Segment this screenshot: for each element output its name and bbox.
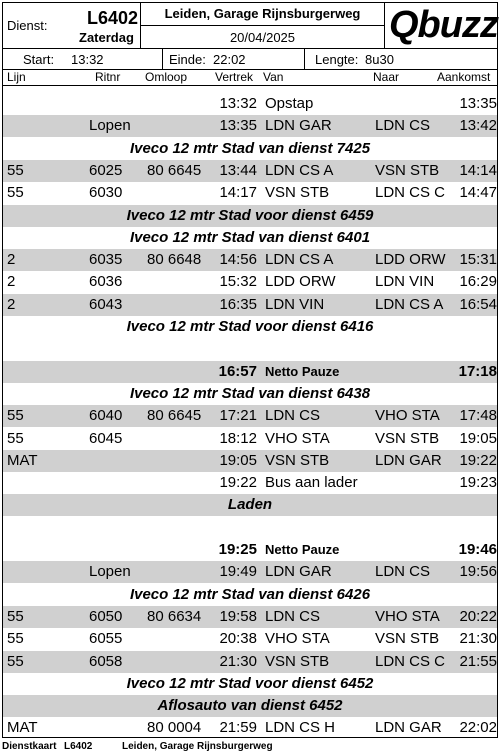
- trip-row: [3, 182, 497, 204]
- location-cell: [141, 3, 385, 26]
- section-header: Iveco 12 mtr Stad voor dienst 6452: [126, 674, 374, 692]
- cell-lijn: 55: [7, 184, 24, 202]
- cell-ritnr: 6058: [89, 652, 123, 670]
- pauze-van: Netto Pauze: [265, 363, 340, 379]
- cell-aankomst: 15:31: [459, 251, 497, 269]
- cell-van: LDD ORW: [265, 273, 336, 291]
- cell-aankomst: 14:14: [459, 161, 497, 179]
- pauze-vertrek: 16:57: [218, 362, 257, 380]
- cell-naar: LDN GAR: [375, 451, 442, 469]
- col-omloop: Omloop: [145, 70, 188, 84]
- cell-lijn: 55: [7, 407, 24, 425]
- trip-row: [3, 450, 497, 472]
- cell-omloop: 80 0004: [147, 719, 202, 737]
- cell-ritnr: 6025: [89, 161, 123, 179]
- section-header: Iveco 12 mtr Stad voor dienst 6459: [3, 205, 497, 227]
- lengte-value: 8u30: [365, 52, 394, 67]
- cell-naar: VHO STA: [375, 607, 440, 625]
- trip-row: [3, 628, 497, 650]
- cell-lijn: MAT: [7, 451, 38, 469]
- einde-label: Einde:: [169, 52, 206, 67]
- cell-van: LDN CS: [265, 607, 321, 625]
- cell-aankomst: 17:48: [459, 407, 497, 425]
- trip-row: [3, 561, 497, 583]
- cell-van: LDN CS H: [265, 719, 336, 737]
- cell-naar: LDN CS: [375, 563, 431, 581]
- trip-row: [3, 160, 497, 182]
- cell-ritnr: 6045: [89, 429, 123, 447]
- section-header: Iveco 12 mtr Stad van dienst 6401: [129, 228, 371, 246]
- cell-vertrek: 16:35: [219, 295, 257, 313]
- cell-vertrek: 15:32: [219, 273, 257, 291]
- lengte-cell: [305, 49, 497, 70]
- start-label: Start:: [23, 52, 55, 67]
- cell-naar: VSN STB: [375, 429, 440, 447]
- footer-code: L6402: [64, 741, 93, 752]
- duty-rows: [3, 93, 497, 737]
- cell-vertrek: 13:44: [219, 161, 257, 179]
- cell-van: LDN CS A: [265, 161, 334, 179]
- pauze-row: [3, 539, 497, 561]
- cell-ritnr: Lopen: [89, 563, 131, 581]
- pauze-aankomst: 17:18: [458, 362, 497, 380]
- trip-row: [3, 405, 497, 427]
- cell-lijn: 55: [7, 161, 24, 179]
- dienst-code: L6402: [87, 8, 139, 28]
- cell-aankomst: 21:30: [459, 630, 497, 648]
- cell-vertrek: 19:05: [219, 451, 257, 469]
- cell-vertrek: 20:38: [219, 630, 257, 648]
- einde-cell: [163, 49, 305, 70]
- trip-row: [3, 249, 497, 271]
- section-header: Aflosauto van dienst 6452: [3, 695, 497, 717]
- trip-row: [3, 651, 497, 673]
- cell-ritnr: 6050: [89, 607, 123, 625]
- cell-lijn: 2: [7, 251, 16, 269]
- section-header: Iveco 12 mtr Stad van dienst 7425: [129, 139, 371, 157]
- cell-aankomst: 22:02: [459, 719, 497, 737]
- footer-location: Leiden, Garage Rijnsburgerweg: [122, 741, 273, 752]
- cell-van: LDN CS: [265, 407, 321, 425]
- cell-naar: LDD ORW: [375, 251, 446, 269]
- dienstkaart-sheet: [2, 2, 498, 738]
- cell-vertrek: 19:49: [219, 563, 257, 581]
- col-naar: Naar: [373, 70, 400, 84]
- cell-ritnr: 6030: [89, 184, 123, 202]
- cell-naar: LDN CS C: [375, 652, 446, 670]
- cell-aankomst: 14:47: [459, 184, 497, 202]
- cell-van: VSN STB: [265, 184, 330, 202]
- lengte-label: Lengte:: [315, 52, 359, 67]
- cell-van: Bus aan lader: [265, 474, 358, 492]
- cell-naar: LDN CS: [375, 117, 431, 135]
- cell-van: VSN STB: [265, 451, 330, 469]
- cell-van: VHO STA: [265, 429, 330, 447]
- date-cell: [141, 26, 385, 49]
- cell-lijn: 55: [7, 607, 24, 625]
- cell-van: LDN VIN: [265, 295, 325, 313]
- cell-aankomst: 13:42: [459, 117, 497, 135]
- col-aankomst: Aankomst: [437, 70, 491, 84]
- cell-lijn: 55: [7, 630, 24, 648]
- cell-aankomst: 19:05: [459, 429, 497, 447]
- cell-van: Opstap: [265, 95, 314, 112]
- cell-aankomst: 16:29: [459, 273, 497, 291]
- cell-ritnr: 6040: [89, 407, 123, 425]
- cell-omloop: 80 6645: [147, 161, 202, 179]
- cell-vertrek: 13:32: [219, 95, 257, 112]
- cell-aankomst: 20:22: [459, 607, 497, 625]
- cell-omloop: 80 6634: [147, 607, 202, 625]
- cell-vertrek: 14:17: [219, 184, 257, 202]
- cell-vertrek: 18:12: [219, 429, 257, 447]
- date-text: 20/04/2025: [229, 30, 296, 45]
- location-text: Leiden, Garage Rijnsburgerweg: [164, 6, 361, 21]
- qbuzz-logo: Qbuzz: [389, 4, 498, 46]
- dienst-cell: [3, 3, 141, 49]
- start-time: 13:32: [71, 52, 104, 67]
- cell-omloop: 80 6648: [147, 251, 202, 269]
- col-lijn: Lijn: [7, 70, 26, 84]
- cell-aankomst: 19:22: [459, 451, 497, 469]
- footer-label: Dienstkaart: [2, 741, 57, 752]
- cell-ritnr: 6055: [89, 630, 123, 648]
- cell-van: LDN CS A: [265, 251, 334, 269]
- einde-time: 22:02: [213, 52, 246, 67]
- dienst-day: Zaterdag: [79, 30, 134, 45]
- pauze-aankomst: 19:46: [458, 541, 497, 558]
- cell-omloop: 80 6645: [147, 407, 202, 425]
- cell-aankomst: 13:35: [459, 95, 497, 112]
- cell-aankomst: 19:23: [459, 474, 497, 492]
- cell-vertrek: 17:21: [219, 407, 257, 425]
- trip-row: [3, 717, 497, 739]
- pauze-vertrek: 19:25: [218, 541, 257, 558]
- pauze-van: Netto Pauze: [265, 542, 340, 557]
- cell-vertrek: 14:56: [219, 251, 257, 269]
- cell-van: LDN GAR: [265, 117, 332, 135]
- section-header: Iveco 12 mtr Stad van dienst 6426: [129, 585, 371, 603]
- cell-aankomst: 21:55: [459, 652, 497, 670]
- cell-vertrek: 19:58: [219, 607, 257, 625]
- trip-row: [3, 472, 497, 494]
- trip-row: [3, 428, 497, 450]
- column-header-row: [3, 70, 497, 86]
- cell-ritnr: 6043: [89, 295, 123, 313]
- start-cell: [3, 49, 163, 70]
- cell-naar: VSN STB: [375, 161, 440, 179]
- cell-naar: VHO STA: [375, 407, 440, 425]
- cell-naar: LDN GAR: [375, 719, 442, 737]
- cell-lijn: 2: [7, 273, 16, 291]
- cell-vertrek: 13:35: [219, 117, 257, 135]
- trip-row: [3, 606, 497, 628]
- cell-naar: LDN CS C: [375, 184, 446, 202]
- trip-row: [3, 115, 497, 137]
- cell-ritnr: 6035: [89, 251, 123, 269]
- section-header: Iveco 12 mtr Stad van dienst 6438: [129, 384, 371, 402]
- cell-van: VHO STA: [265, 630, 330, 648]
- cell-van: LDN GAR: [265, 563, 332, 581]
- logo-cell: [385, 3, 497, 49]
- cell-vertrek: 19:22: [219, 474, 257, 492]
- cell-vertrek: 21:30: [219, 652, 257, 670]
- cell-naar: VSN STB: [375, 630, 440, 648]
- pauze-row: [3, 361, 497, 383]
- cell-lijn: MAT: [7, 719, 38, 737]
- dienst-label: Dienst:: [7, 18, 48, 33]
- col-ritnr: Ritnr: [95, 70, 121, 84]
- trip-row: [3, 93, 497, 115]
- cell-lijn: 55: [7, 429, 24, 447]
- trip-row: [3, 271, 497, 293]
- cell-van: VSN STB: [265, 652, 330, 670]
- cell-lijn: 55: [7, 652, 24, 670]
- trip-row: [3, 294, 497, 316]
- cell-naar: LDN CS A: [375, 295, 444, 313]
- cell-naar: LDN VIN: [375, 273, 435, 291]
- cell-ritnr: 6036: [89, 273, 123, 291]
- section-header: Laden: [3, 494, 497, 516]
- col-vertrek: Vertrek: [215, 70, 254, 84]
- section-header: Iveco 12 mtr Stad voor dienst 6416: [126, 318, 374, 335]
- cell-aankomst: 16:54: [459, 295, 497, 313]
- col-van: Van: [263, 70, 284, 84]
- cell-ritnr: Lopen: [89, 117, 131, 135]
- cell-aankomst: 19:56: [459, 563, 497, 581]
- cell-vertrek: 21:59: [219, 719, 257, 737]
- cell-lijn: 2: [7, 295, 16, 313]
